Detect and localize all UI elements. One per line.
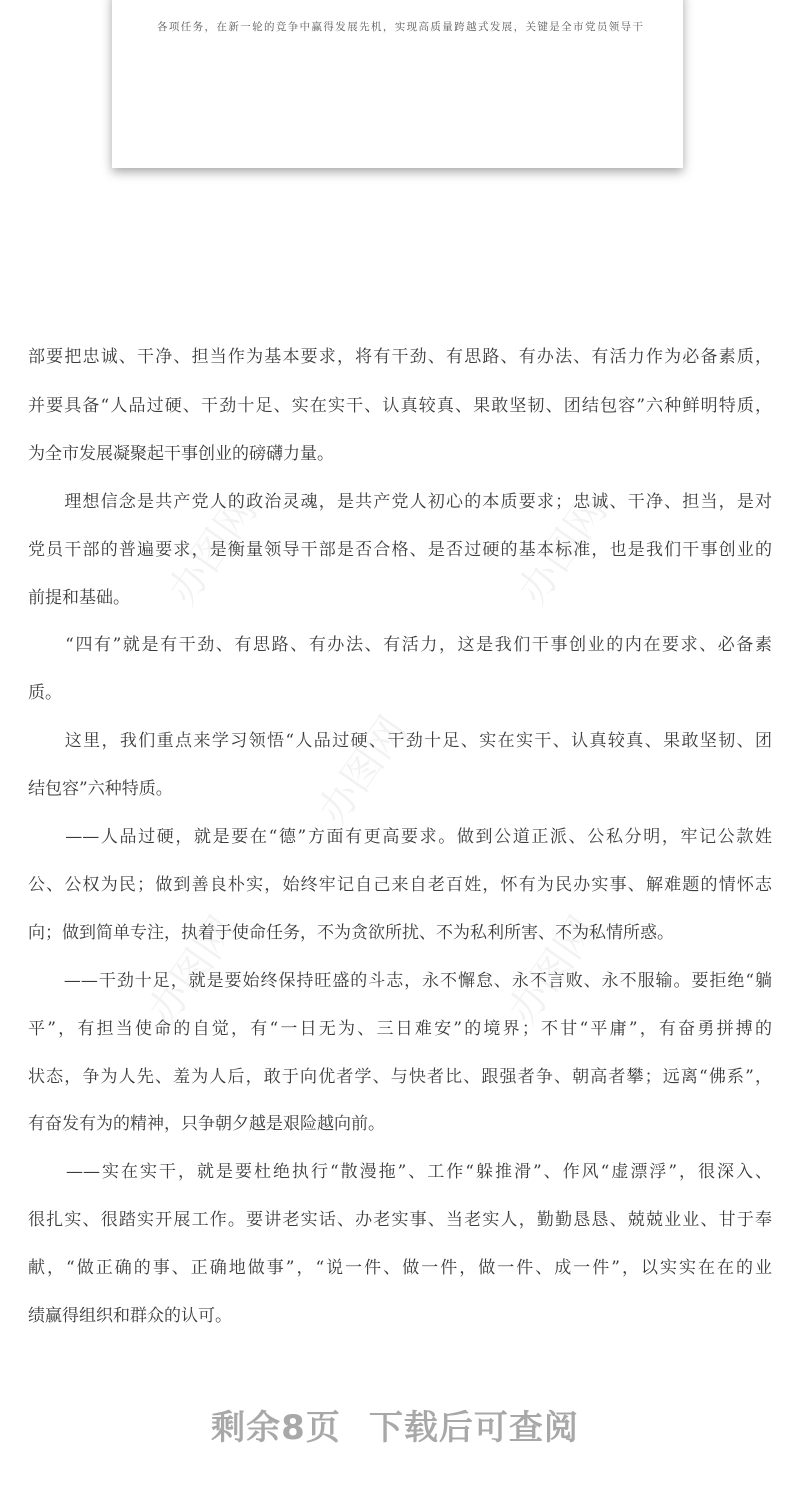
remaining-pages-label: 剩余8页 bbox=[211, 1408, 341, 1448]
watermark: 办图网 bbox=[309, 708, 417, 833]
text-line: 绩赢得组织和群众的认可。 bbox=[28, 1306, 232, 1326]
text-line: 党员干部的普遍要求，是衡量领导干部是否合格、是否过硬的基本标准，也是我们干事创业的 bbox=[28, 540, 772, 560]
watermark: 办图网 bbox=[159, 488, 267, 613]
text-line: 并要具备“人品过硬、干劲十足、实在实干、认真较真、果敢坚韧、团结包容”六种鲜明特质， bbox=[28, 396, 772, 416]
text-line: 这里，我们重点来学习领悟“人品过硬、干劲十足、实在实干、认真较真、果敢坚韧、团 bbox=[28, 731, 772, 751]
text-line: 结包容”六种特质。 bbox=[28, 779, 173, 799]
text-line: 部要把忠诚、干净、担当作为基本要求，将有干劲、有思路、有办法、有活力作为必备素质， bbox=[28, 347, 772, 367]
text-line: 很扎实、很踏实开展工作。要讲老实话、办老实事、当老实人，勤勤恳恳、兢兢业业、甘于奉 bbox=[28, 1210, 772, 1230]
text-line: 质。 bbox=[28, 683, 62, 703]
text-line: “四有”就是有干劲、有思路、有办法、有活力，这是我们干事创业的内在要求、必备素 bbox=[28, 635, 772, 655]
text-line: ——实在实干，就是要杜绝执行“散漫拖”、工作“躲推滑”、作风“虚漂浮”，很深入、 bbox=[28, 1162, 772, 1182]
text-line: ——人品过硬，就是要在“德”方面有更高要求。做到公道正派、公私分明，牢记公款姓 bbox=[28, 827, 772, 847]
text-line: ——干劲十足，就是要始终保持旺盛的斗志，永不懈怠、永不言败、永不服输。要拒绝“躺 bbox=[28, 971, 772, 991]
download-to-view-label: 下载后可查阅 bbox=[368, 1408, 579, 1448]
text-line: 向；做到简单专注，执着于使命任务，不为贪欲所扰、不为私利所害、不为私情所惑。 bbox=[28, 923, 674, 943]
text-line: 献，“做正确的事、正确地做事”，“说一件、做一件，做一件、成一件”，以实实在在的业 bbox=[28, 1258, 772, 1278]
watermark: 办图网 bbox=[139, 908, 247, 1033]
text-line: 公、公权为民；做到善良朴实，始终牢记自己来自老百姓，怀有为民办实事、解难题的情怀志 bbox=[28, 875, 772, 895]
watermark: 办图网 bbox=[509, 488, 617, 613]
text-line: 有奋发有为的精神，只争朝夕越是艰险越向前。 bbox=[28, 1114, 385, 1134]
text-line: 理想信念是共产党人的政治灵魂，是共产党人初心的本质要求；忠诚、干净、担当，是对 bbox=[28, 492, 772, 512]
text-line: 平”，有担当使命的自觉，有“一日无为、三日难安”的境界；不甘“平庸”，有奋勇拼搏的 bbox=[28, 1019, 772, 1039]
clipped-text-line bbox=[156, 0, 646, 2]
preview-text-line: 各项任务，在新一轮的竞争中赢得发展先机，实现高质量跨越式发展，关键是全市党员领导干 bbox=[157, 21, 643, 33]
watermark: 办图网 bbox=[499, 908, 607, 1033]
text-line: 为全市发展凝聚起干事创业的磅礴力量。 bbox=[28, 444, 334, 464]
document-preview-page bbox=[112, 0, 683, 168]
text-line: 前提和基础。 bbox=[28, 588, 130, 608]
text-line: 状态，争为人先、羞为人后，敢于向优者学、与快者比、跟强者争、朝高者攀；远离“佛系”， bbox=[28, 1067, 772, 1087]
download-prompt[interactable] bbox=[0, 1400, 790, 1449]
